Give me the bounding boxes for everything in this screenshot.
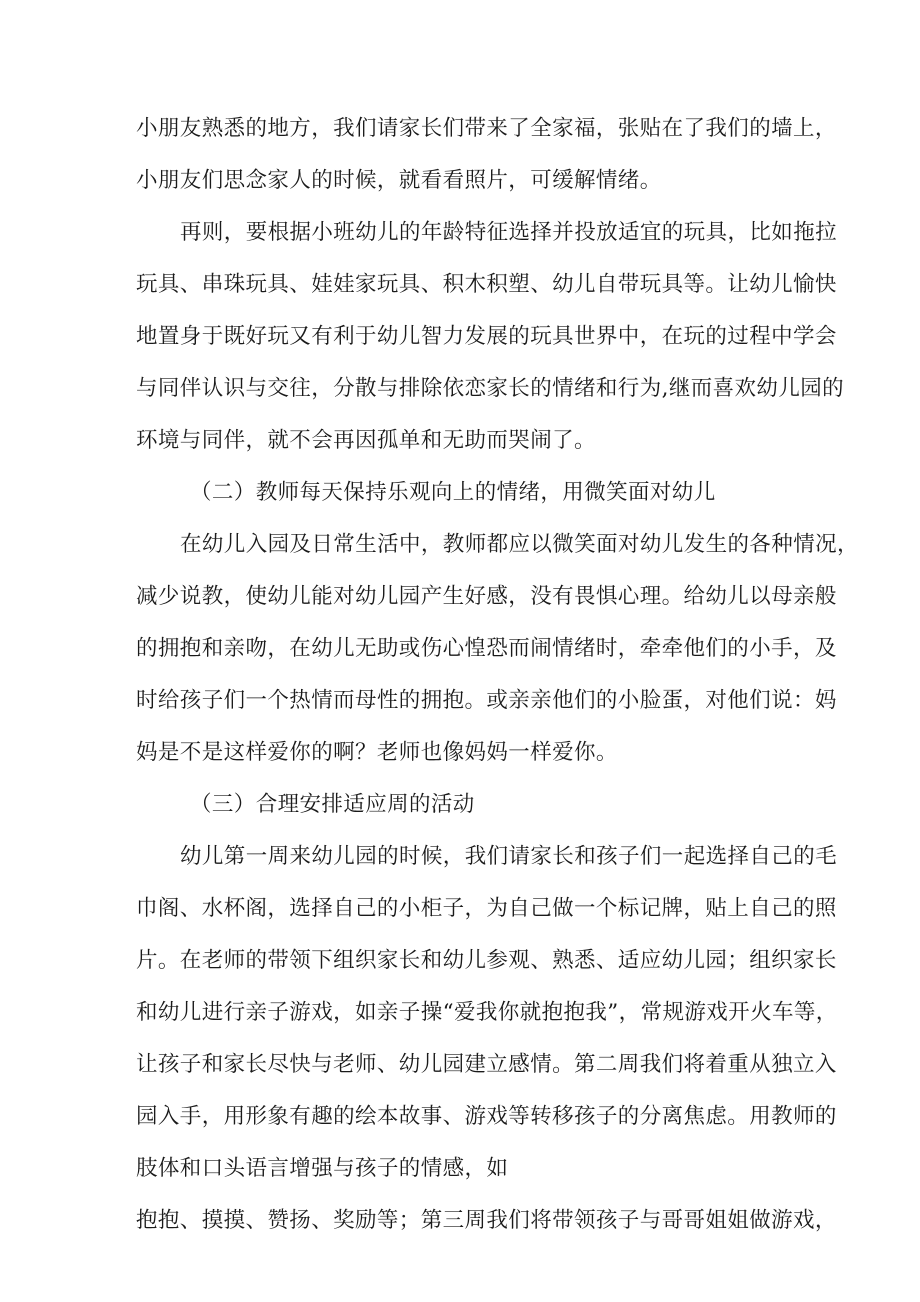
text-line: 与同伴认识与交往，分散与排除依恋家长的情绪和行为,继而喜欢幼儿园的 [136, 376, 845, 401]
text-line: 园入手，用形象有趣的绘本故事、游戏等转移孩子的分离焦虑。用教师的 [136, 1104, 837, 1129]
text-line: 肢体和口头语言增强与孩子的情感，如 [136, 1156, 509, 1181]
section-heading: （二）教师每天保持乐观向上的情绪，用微笑面对幼儿 [190, 480, 716, 505]
text-line: 抱抱、摸摸、赞扬、奖励等；第三周我们将带领孩子与哥哥姐姐做游戏， [136, 1208, 837, 1233]
text-line: 玩具、串珠玩具、娃娃家玩具、积木积塑、幼儿自带玩具等。让幼儿愉快 [136, 272, 837, 297]
paragraph-start-line: 在幼儿入园及日常生活中，教师都应以微笑面对幼儿发生的各种情况， [180, 532, 859, 557]
paragraph-start-line: 幼儿第一周来幼儿园的时候，我们请家长和孩子们一起选择自己的毛 [180, 844, 838, 869]
text-line: 减少说教，使幼儿能对幼儿园产生好感，没有畏惧心理。给幼儿以母亲般 [136, 584, 837, 609]
text-line: 让孩子和家长尽快与老师、幼儿园建立感情。第二周我们将着重从独立入 [136, 1052, 837, 1077]
text-line: 片。在老师的带领下组织家长和幼儿参观、熟悉、适应幼儿园；组织家长 [136, 948, 837, 973]
text-line: 妈是不是这样爱你的啊？老师也像妈妈一样爱你。 [136, 740, 618, 765]
text-line: 地置身于既好玩又有利于幼儿智力发展的玩具世界中，在玩的过程中学会 [136, 324, 837, 349]
text-line: 和幼儿进行亲子游戏，如亲子操“爱我你就抱抱我”，常规游戏开火车等， [136, 1000, 838, 1025]
text-line: 的拥抱和亲吻，在幼儿无助或伤心惶恐而闹情绪时，牵牵他们的小手，及 [136, 636, 837, 661]
text-line: 小朋友熟悉的地方，我们请家长们带来了全家福，张贴在了我们的墙上， [136, 116, 837, 141]
paragraph-start-line: 再则，要根据小班幼儿的年龄特征选择并投放适宜的玩具，比如拖拉 [180, 220, 838, 245]
text-line: 环境与同伴，就不会再因孤单和无助而哭闹了。 [136, 428, 596, 453]
section-heading: （三）合理安排适应周的活动 [190, 792, 475, 817]
text-line: 小朋友们思念家人的时候，就看看照片，可缓解情绪。 [136, 168, 662, 193]
text-line: 时给孩子们一个热情而母性的拥抱。或亲亲他们的小脸蛋，对他们说：妈 [136, 688, 837, 713]
text-line: 巾阁、水杯阁，选择自己的小柜子，为自己做一个标记牌，贴上自己的照 [136, 896, 837, 921]
